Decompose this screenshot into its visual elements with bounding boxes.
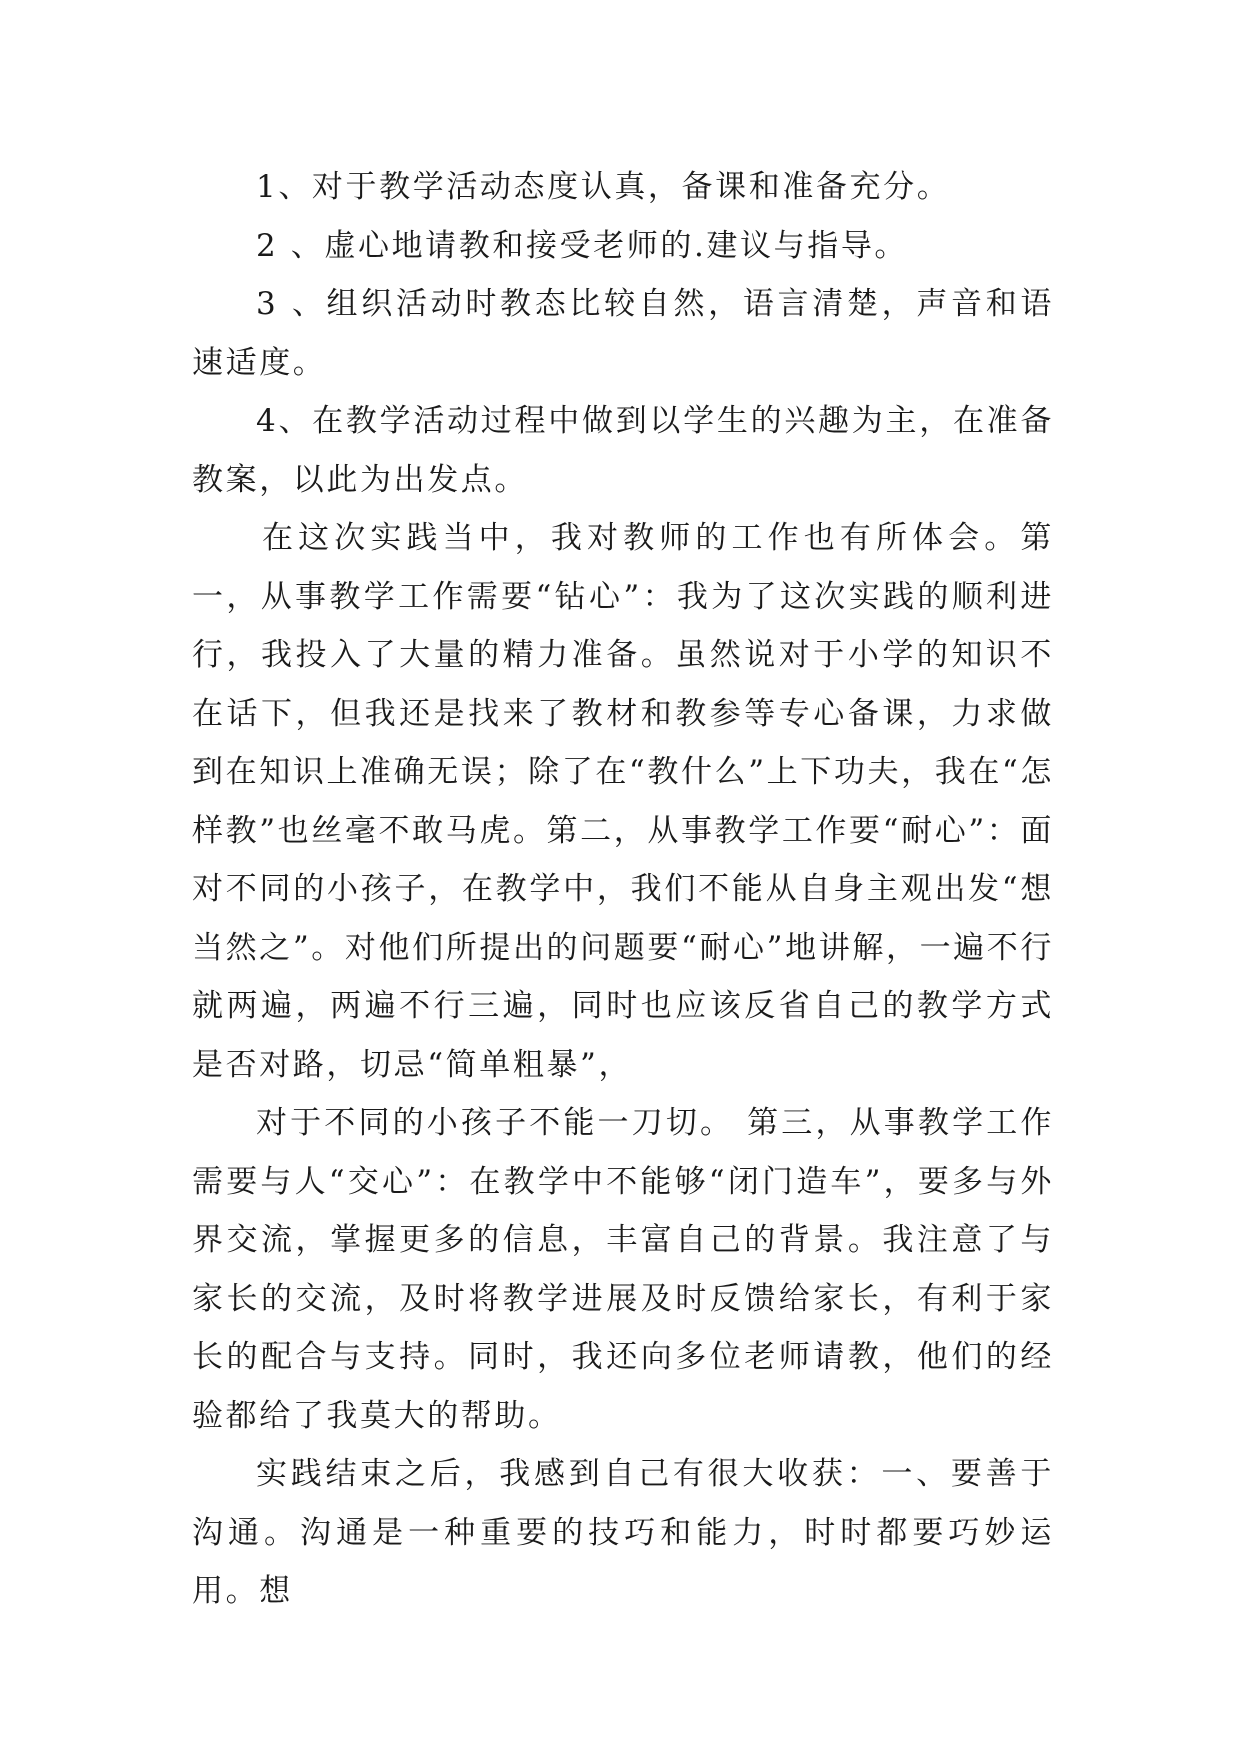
paragraph-1: 1、对于教学活动态度认真，备课和准备充分。	[256, 169, 951, 205]
paragraph-3: 3 、组织活动时教态比较自然，语言清楚，声音和语速适度。	[192, 286, 1054, 381]
paragraph-2: 2 、虚心地请教和接受老师的.建议与指导。	[256, 227, 909, 264]
paragraph-4: 4、在教学活动过程中做到以学生的兴趣为主，在准备教案，以此为出发点。	[192, 403, 1054, 498]
document-body	[192, 158, 1054, 1621]
paragraph-5: 在这次实践当中，我对教师的工作也有所体会。第一，从事教学工作需要“钻心”：我为了这次实践的顺利进行，我投入了大量的精力准备。虽然说对于小学的知识不在话下，但我还是找来了教材和教参等专心备课，力求做到在知识上准确无误；除了在“教什么”上下功夫，我在“怎样教”也丝毫不敢马虎。第二，从事教学工作要“耐心”：面对不同的小孩子，在教学中，我们不能从自身主观出发“想当然之”。对他们所提出的问题要“耐心”地讲解，一遍不行就两遍，两遍不行三遍，同时也应该反省自己的教学方式是否对路，切忌“简单粗暴”，	[192, 520, 1054, 1083]
paragraph-7: 实践结束之后，我感到自己有很大收获：一、要善于沟通。沟通是一种重要的技巧和能力，时时都要巧妙运用。想	[192, 1456, 1054, 1609]
paragraph-6: 对于不同的小孩子不能一刀切。 第三，从事教学工作需要与人“交心”：在教学中不能够“闭门造车”，要多与外界交流，掌握更多的信息，丰富自己的背景。我注意了与家长的交流，及时将教学进展及时反馈给家长，有利于家长的配合与支持。同时，我还向多位老师请教，他们的经验都给了我莫大的帮助。	[192, 1105, 1054, 1434]
